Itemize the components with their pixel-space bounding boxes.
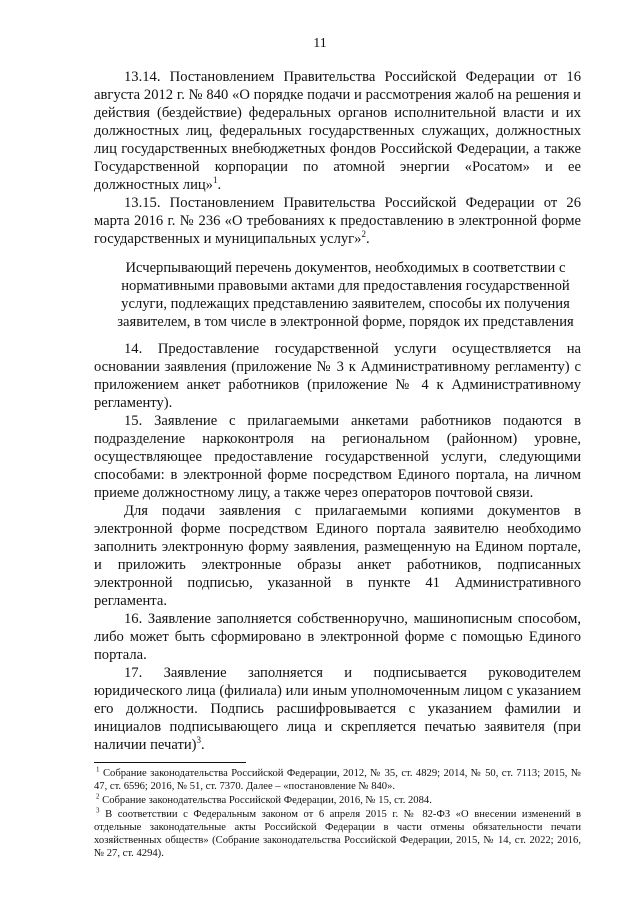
item-text: 13.14. Постановлением Правительства Российской Федерации от 16 августа 2012 г. № 840 «О порядке подачи и рассмотрения жалоб на решения и действия (бездействие) федеральных органов исполнительной власти и их должностных лиц, федеральных государственных служащих, должностных лиц государственных внебюджетных фондов Российской Федерации, а также Государственной корпорации по атомной энергии «Росатом» и ее должностных лиц» (94, 69, 581, 193)
footnote-text: Собрание законодательства Российской Федерации, 2016, № 15, ст. 2084. (102, 795, 432, 806)
footnote-ref: 2 (361, 229, 366, 240)
footnote-text: В соответствии с Федеральным законом от 6 апреля 2015 г. № 82-ФЗ «О внесении изменений в отдельные законодательные акты Российской Федерации в части отмены обязательности печати хозяйственных обществ» (Собрание законодательства Российской Федерации, 2015, № 14, ст. 2022; 2016, № 27, ст. 4294). (94, 809, 581, 859)
paragraph: 16. Заявление заполняется собственноручно, машинописным способом, либо может быть сформировано в электронной форме с помощью Единого портала. (94, 611, 581, 663)
footnote-ref: 3 (196, 735, 202, 746)
list-item: 13.15. Постановлением Правительства Российской Федерации от 26 марта 2016 г. № 236 «О требованиях к предоставлению в электронной форме государственных и муниципальных услуг»$^2$. (94, 195, 581, 247)
documents-section (94, 340, 581, 754)
item-text: 13.15. Постановлением Правительства Российской Федерации от 26 марта 2016 г. № 236 «О требованиях к предоставлению в электронной форме государственных и муниципальных услуг» (94, 195, 581, 247)
footnote-number: 1 (96, 765, 100, 774)
legal-basis-list (94, 68, 581, 248)
footnote-number: 2 (96, 792, 100, 801)
footnote-number: 3 (96, 806, 100, 815)
paragraph-text: 17. Заявление заполняется и подписывается руководителем юридического лица (филиала) или иным уполномоченным лицом с указанием его должности. Подпись расшифровывается с указанием фамилии и инициалов подписывающего лица и скрепляется печатью заявителя (при наличии печати) (94, 665, 581, 753)
paragraph: 17. Заявление заполняется и подписывается руководителем юридического лица (филиала) или иным уполномоченным лицом с указанием его должности. Подпись расшифровывается с указанием фамилии и инициалов подписывающего лица и скрепляется печатью заявителя (при наличии печати)$^3$. (94, 665, 581, 753)
paragraph: 15. Заявление с прилагаемыми анкетами работников подаются в подразделение наркоконтроля на региональном (районном) уровне, осуществляющее предоставление государственной услуги, следующими способами: в электронной форме посредством Единого портала, на личном приеме должностному лицу, а также через операторов почтовой связи. (94, 413, 581, 501)
footnote-text: Собрание законодательства Российской Федерации, 2012, № 35, ст. 4829; 2014, № 50, ст. 7113; 2015, № 47, ст. 6596; 2016, № 51, ст. 7370. Далее – «постановление № 840». (94, 768, 581, 792)
paragraph: Для подачи заявления с прилагаемыми копиями документов в электронной форме посредством Единого портала заявителю необходимо заполнить электронную форму заявления, размещенную на Едином портале, и приложить электронные образы анкет работников, подписанных электронной подписью, указанной в пункте 41 Административного регламента. (94, 503, 581, 609)
footnote-ref: 1 (212, 175, 218, 186)
paragraph: 14. Предоставление государственной услуги осуществляется на основании заявления (приложение № 3 к Административному регламенту) с приложением анкет работников (приложение № 4 к Административному регламенту). (94, 341, 581, 411)
footnotes (94, 767, 581, 861)
page-number: 11 (313, 36, 327, 51)
footnote (94, 767, 581, 793)
footnote (94, 794, 581, 807)
list-item: 13.14. Постановлением Правительства Российской Федерации от 16 августа 2012 г. № 840 «О порядке подачи и рассмотрения жалоб на решения и действия (бездействие) федеральных органов исполнительной власти и их должностных лиц, федеральных государственных служащих, должностных лиц государственных внебюджетных фондов Российской Федерации, а также Государственной корпорации по атомной энергии «Росатом» и ее должностных лиц»$^1$. (94, 69, 581, 193)
footnote (94, 808, 581, 860)
footnote-divider (94, 762, 246, 763)
section-heading: Исчерпывающий перечень документов, необходимых в соответствии с нормативными правовыми актами для предоставления государственной услуги, подлежащих представлению заявителем, способы их получения заявителем, в том числе в электронной форме, порядок их представления (117, 260, 574, 330)
